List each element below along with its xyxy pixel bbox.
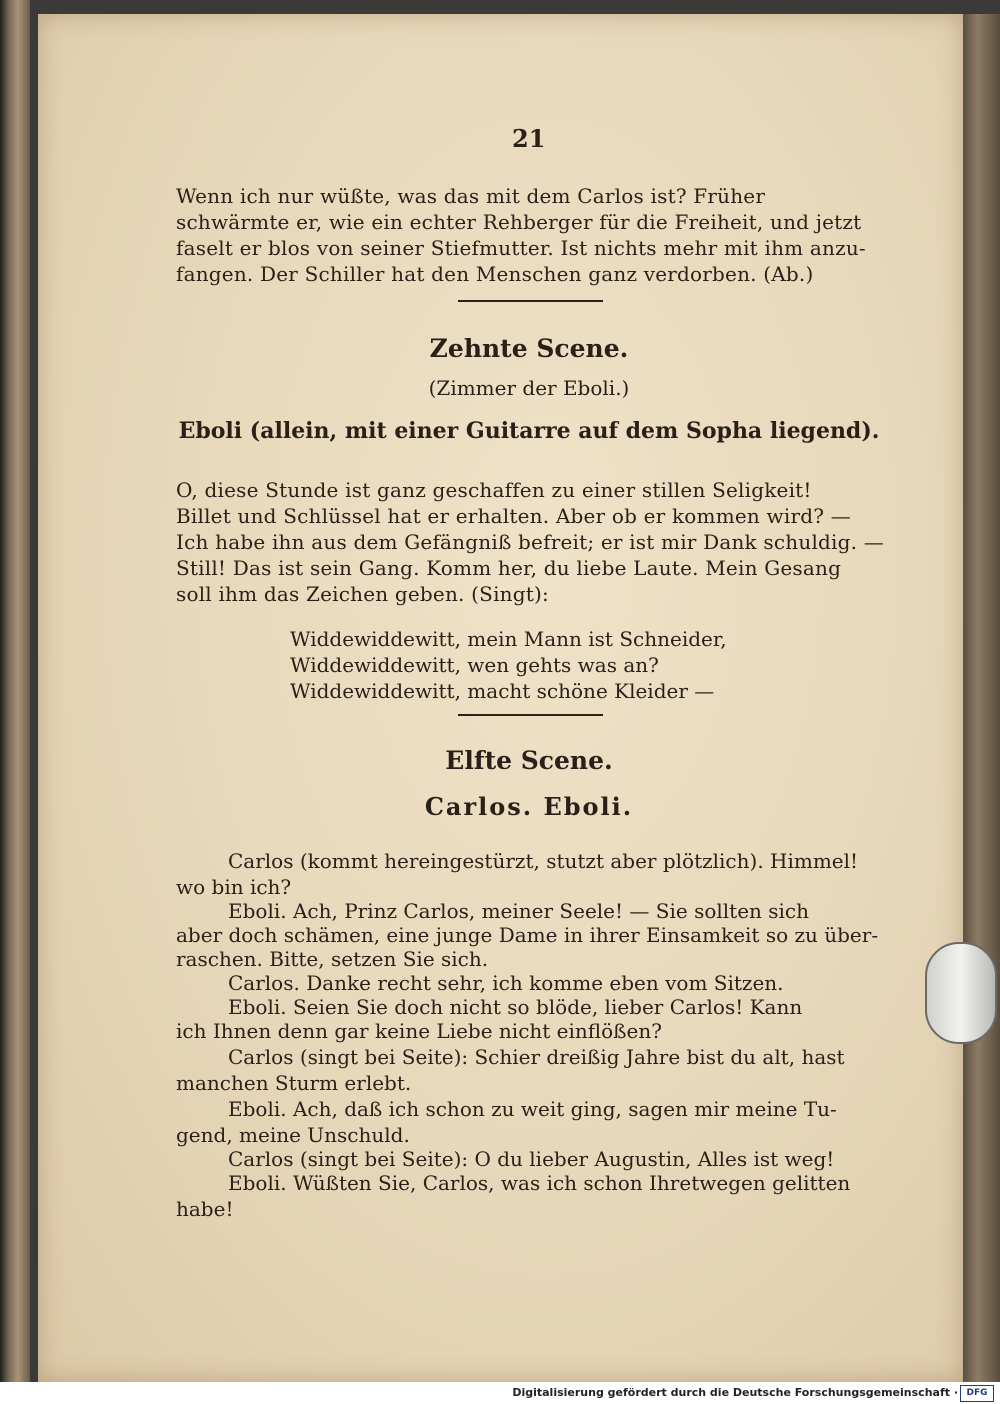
stage-direction: Eboli (allein, mit einer Guitarre auf dem Sopha liegend).	[178, 418, 880, 444]
text-line: manchen Sturm erlebt.	[176, 1071, 412, 1095]
text-line: Billet und Schlüssel hat er erhalten. Aber ob er kommen wird? —	[176, 504, 851, 528]
footer-bar	[0, 1382, 1000, 1404]
text-line: habe!	[176, 1197, 234, 1221]
text-line: faselt er blos von seiner Stiefmutter. Ist nichts mehr mit ihm anzu-	[176, 236, 866, 260]
text-line: Carlos. Danke recht sehr, ich komme eben vom Sitzen.	[228, 971, 784, 995]
scene-location: (Zimmer der Eboli.)	[428, 376, 630, 400]
page-stack-edge	[963, 14, 1000, 1382]
text-line: gend, meine Unschuld.	[176, 1123, 410, 1147]
text-line: schwärmte er, wie ein echter Rehberger für die Freiheit, und jetzt	[176, 210, 862, 234]
scene-title: Elfte Scene.	[445, 746, 613, 775]
funding-credit: Digitalisierung gefördert durch die Deutsche Forschungsgemeinschaft ·	[512, 1386, 958, 1399]
text-line: Eboli. Ach, Prinz Carlos, meiner Seele! — Sie sollten sich	[228, 899, 810, 923]
text-line: fangen. Der Schiller hat den Menschen ganz verdorben. (Ab.)	[176, 262, 814, 286]
song-line: Widdewiddewitt, wen gehts was an?	[290, 653, 659, 677]
text-line: Carlos (singt bei Seite): Schier dreißig Jahre bist du alt, hast	[228, 1045, 845, 1069]
text-line: Eboli. Ach, daß ich schon zu weit ging, sagen mir meine Tu-	[228, 1097, 837, 1121]
bookmark-tab	[925, 942, 997, 1044]
text-line: ich Ihnen denn gar keine Liebe nicht einflößen?	[176, 1019, 662, 1043]
text-line: Eboli. Seien Sie doch nicht so blöde, lieber Carlos! Kann	[228, 995, 803, 1019]
book-spine-edge	[0, 0, 30, 1382]
section-divider	[458, 300, 603, 302]
text-line: O, diese Stunde ist ganz geschaffen zu einer stillen Seligkeit!	[176, 478, 812, 502]
text-line: soll ihm das Zeichen geben. (Singt):	[176, 582, 549, 606]
scene-persons: Carlos. Eboli.	[424, 792, 634, 821]
song-line: Widdewiddewitt, mein Mann ist Schneider,	[290, 627, 727, 651]
text-line: Still! Das ist sein Gang. Komm her, du liebe Laute. Mein Gesang	[176, 556, 842, 580]
text-line: Ich habe ihn aus dem Gefängniß befreit; er ist mir Dank schuldig. —	[176, 530, 884, 554]
text-line: raschen. Bitte, setzen Sie sich.	[176, 947, 489, 971]
dfg-logo: DFG	[960, 1385, 994, 1402]
text-line: aber doch schämen, eine junge Dame in ihrer Einsamkeit so zu über-	[176, 923, 879, 947]
scene-title: Zehnte Scene.	[429, 334, 629, 363]
text-line: Carlos (kommt hereingestürzt, stutzt aber plötzlich). Himmel!	[228, 849, 859, 873]
page-number: 21	[512, 124, 546, 153]
text-line: Eboli. Wüßten Sie, Carlos, was ich schon Ihretwegen gelitten	[228, 1171, 851, 1195]
song-line: Widdewiddewitt, macht schöne Kleider —	[290, 679, 715, 703]
text-line: wo bin ich?	[176, 875, 292, 899]
text-line: Carlos (singt bei Seite): O du lieber Augustin, Alles ist weg!	[228, 1147, 835, 1171]
section-divider	[458, 714, 603, 716]
text-line: Wenn ich nur wüßte, was das mit dem Carlos ist? Früher	[176, 184, 766, 208]
